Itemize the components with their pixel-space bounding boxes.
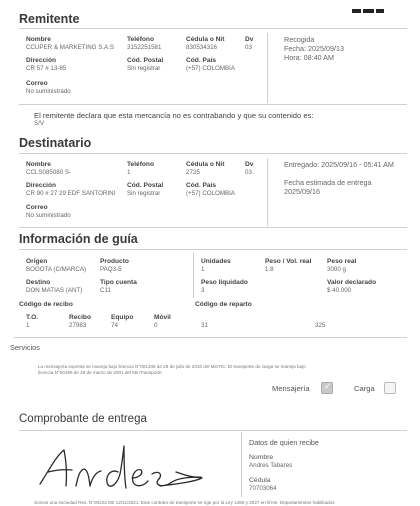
producto-label: Producto [100,258,129,265]
divider [14,337,407,338]
remitente-telefono-label: Teléfono [127,36,154,43]
receptor-nombre-label: Nombre [249,454,274,461]
destinatario-correo-label: Correo [26,204,48,211]
remitente-cedula: 830534316 [186,44,217,51]
remitente-nombre: CCUPER & MARKETING S.A.S [26,44,115,51]
destinatario-direccion: CR 90 # 27 29 EDF SANTORINI [26,190,116,197]
codigo-recibo-label: Código de recibo [19,301,73,308]
destinatario-cod-postal-label: Cód. Postal [127,182,164,189]
destinatario-cod-pais-label: Cód. País [186,182,217,189]
destino-value: DON MATIAS (ANT) [26,287,83,294]
guia-heading: Información de guía [19,232,138,246]
destinatario-telefono: 1 [127,169,131,176]
recibo-value: 27983 [69,322,87,329]
divider [19,249,407,250]
unidades-label: Unidades [201,258,231,265]
destinatario-cod-postal: Sin registrar [127,190,161,197]
declaracion-text: El remitente declara que esta mercancía no es contrabando y que su contenido es: [34,111,314,120]
to-label: T.O. [26,314,39,321]
remitente-cod-postal: Sin registrar [127,65,161,72]
peso-vol-value: 1.8 [265,266,274,273]
destinatario-cedula: 2725 [186,169,200,176]
receptor-nombre: Andres Tabares [249,462,293,469]
remitente-cedula-label: Cédula o Nit [186,36,225,43]
remitente-cod-postal-label: Cód. Postal [127,57,164,64]
origen-label: Origen [26,258,48,265]
reparto-a-value: 31 [201,322,208,329]
mensajeria-checkbox[interactable] [321,382,333,394]
footer-legal: Somos una sociedad Res. N°00222 DE 12/11/2021. Este contrato de transporte se rige por la Ley 1480 y 2027 en firme. Departamentos habilitados [34,500,335,505]
remitente-direccion: CR 57 # 13-85 [26,65,67,72]
destinatario-cedula-label: Cédula o Nit [186,161,225,168]
comprobante-heading: Comprobante de entrega [19,413,147,425]
peso-real-value: 3000 g [327,266,346,273]
servicios-label: Servicios [10,343,40,352]
servicios-legal-line-2: licencia N°00199 de 28 de marzo de 2001 del MinTransporte [38,370,162,375]
vertical-divider [241,432,242,497]
divider [19,227,407,228]
peso-real-label: Peso real [327,258,357,265]
mensajeria-label: Mensajería [272,384,310,393]
receptor-cedula-label: Cédula [249,477,271,484]
valor-declarado-value: $ 40.000 [327,287,352,294]
recogida-label: Recogida [284,35,315,44]
vertical-divider [267,33,268,103]
fecha-estimada: 2025/09/16 [284,187,320,196]
remitente-correo-label: Correo [26,80,48,87]
tipo-cuenta-value: C11 [100,287,111,294]
signature-area [26,436,236,494]
destinatario-cod-pais: (+57) COLOMBIA [186,190,235,197]
to-value: 1 [26,322,30,329]
tipo-cuenta-label: Tipo cuenta [100,279,137,286]
vertical-divider [267,158,268,226]
movil-label: Móvil [154,314,171,321]
carga-label: Carga [354,384,375,393]
divider [19,430,407,431]
destinatario-direccion-label: Dirección [26,182,57,189]
carga-checkbox[interactable] [384,382,396,394]
servicios-legal-line-1: La mensajería expresa se maneja bajo licencia N°001345 de 28 de julio de 2010 del MinTIC. El transporte de carga se maneja bajo [38,364,306,369]
fecha-estimada-label: Fecha estimada de entrega [284,178,372,187]
destinatario-nombre: CCLS085080 S- [26,169,72,176]
reparto-b-value: 325 [315,322,326,329]
remitente-correo: No suministrado [26,88,71,95]
remitente-direccion-label: Dirección [26,57,57,64]
destinatario-dv: 03 [245,169,252,176]
remitente-telefono: 3152251581 [127,44,162,51]
declaracion-contenido: S/V [34,120,44,127]
destinatario-telefono-label: Teléfono [127,161,154,168]
peso-vol-label: Peso / Vol. real [265,258,312,265]
destinatario-heading: Destinatario [19,136,92,150]
remitente-heading: Remitente [19,12,80,26]
remitente-dv-label: Dv [245,36,254,43]
origen-value: BOGOTA (C/MARCA) [26,266,87,273]
movil-value: 0 [154,322,158,329]
divider [19,153,407,154]
divider [19,104,407,105]
equipo-label: Equipo [111,314,134,321]
receptor-cedula: 70703064 [249,485,277,492]
company-logo [352,0,386,4]
unidades-value: 1 [201,266,205,273]
destinatario-dv-label: Dv [245,161,254,168]
codigo-reparto-label: Código de reparto [195,301,252,308]
divider [19,28,407,29]
recogida-fecha: Fecha: 2025/09/13 [284,44,344,53]
vertical-divider [193,252,194,298]
remitente-nombre-label: Nombre [26,36,51,43]
remitente-cod-pais: (+57) COLOMBIA [186,65,235,72]
destinatario-nombre-label: Nombre [26,161,51,168]
equipo-value: 74 [111,322,118,329]
destino-label: Destino [26,279,51,286]
destinatario-correo: No suministrado [26,212,71,219]
recogida-hora: Hora: 08:40 AM [284,53,334,62]
peso-liquidado-label: Peso liquidado [201,279,248,286]
remitente-dv: 03 [245,44,252,51]
remitente-cod-pais-label: Cód. País [186,57,217,64]
datos-receptor-label: Datos de quien recibe [249,438,319,447]
signature-image [26,436,236,494]
recibo-label: Recibo [69,314,91,321]
peso-liquidado-value: 3 [201,287,205,294]
producto-value: PAQ3-5 [100,266,122,273]
entregado-text: Entregado: 2025/09/16 - 05:41 AM [284,160,394,169]
valor-declarado-label: Valor declarado [327,279,377,286]
